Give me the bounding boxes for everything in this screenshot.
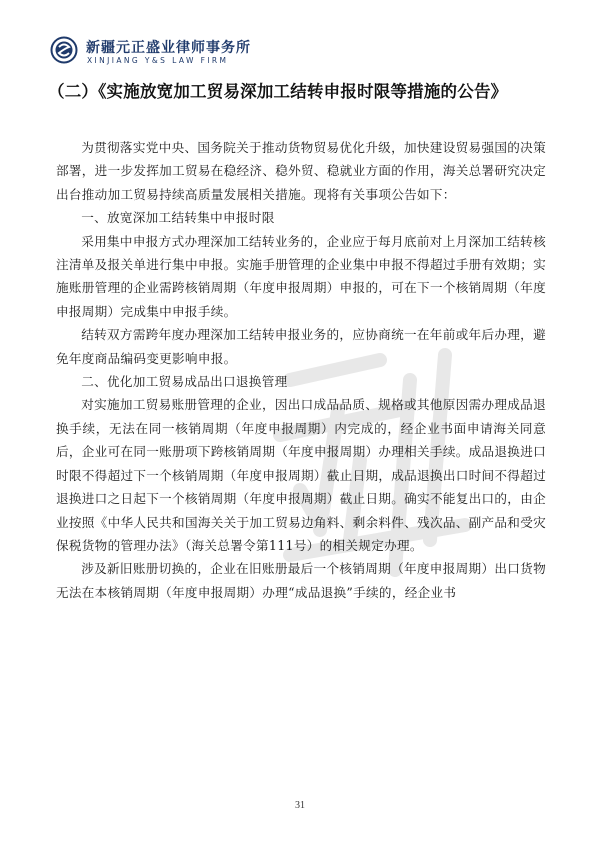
body-paragraph-intro: 为贯彻落实党中央、国务院关于推动货物贸易优化升级，加快建设贸易强国的决策部署，进一步发挥加工贸易在稳经济、稳外贸、稳就业方面的作用，海关总署研究决定出台推动加工贸易持续高质量发展相关措施。现将有关事项公告如下： <box>56 140 546 202</box>
section-heading-2: 二、优化加工贸易成品出口退换管理 <box>81 374 288 390</box>
body-paragraph: 对实施加工贸易账册管理的企业，因出口成品品质、规格或其他原因需办理成品退换手续，无法在同一核销周期（年度申报周期）内完成的，经企业书面申请海关同意后，企业可在同一账册项下跨核销周期（年度申报周期）办理相关手续。成品退换进口时限不得超过下一个核销周期（年度申报周期）截止日期，成品退换出口时间不得超过退换进口之日起下一个核销周期（年度申报周期）截止日期。确实不能复出口的，由企业按照《中华人民共和国海关关于加工贸易边角料、剩余料件、残次品、副产品和受灾保税货物的管理办法》（海关总署令第111号）的相关规定办理。 <box>56 397 546 553</box>
firm-header <box>50 34 550 70</box>
body-paragraph: 采用集中申报方式办理深加工结转业务的，企业应于每月底前对上月深加工结转核注清单及报关单进行集中申报。实施手册管理的企业集中申报不得超过手册有效期；实施账册管理的企业需跨核销周期（年度申报周期）申报的，可在下一个核销周期（年度申报周期）完成集中申报手续。 <box>56 233 546 319</box>
page-number: 31 <box>295 800 305 811</box>
firm-logo-icon <box>50 36 78 64</box>
firm-name-cn: 新疆元正盛业律师事务所 <box>86 40 251 56</box>
body-paragraph: 涉及新旧账册切换的，企业在旧账册最后一个核销周期（年度申报周期）出口货物无法在本核销周期（年度申报周期）办理“成品退换”手续的，经企业书 <box>56 561 546 600</box>
firm-name-en: XINJIANG Y&S LAW FIRM <box>87 56 229 65</box>
section-heading-1: 一、放宽深加工结转集中申报时限 <box>81 210 275 226</box>
document-body <box>56 136 546 604</box>
section-title: （二）《实施放宽加工贸易深加工结转申报时限等措施的公告》 <box>48 82 508 101</box>
body-paragraph: 结转双方需跨年度办理深加工结转申报业务的，应协商统一在年前或年后办理，避免年度商品编码变更影响申报。 <box>56 327 546 366</box>
